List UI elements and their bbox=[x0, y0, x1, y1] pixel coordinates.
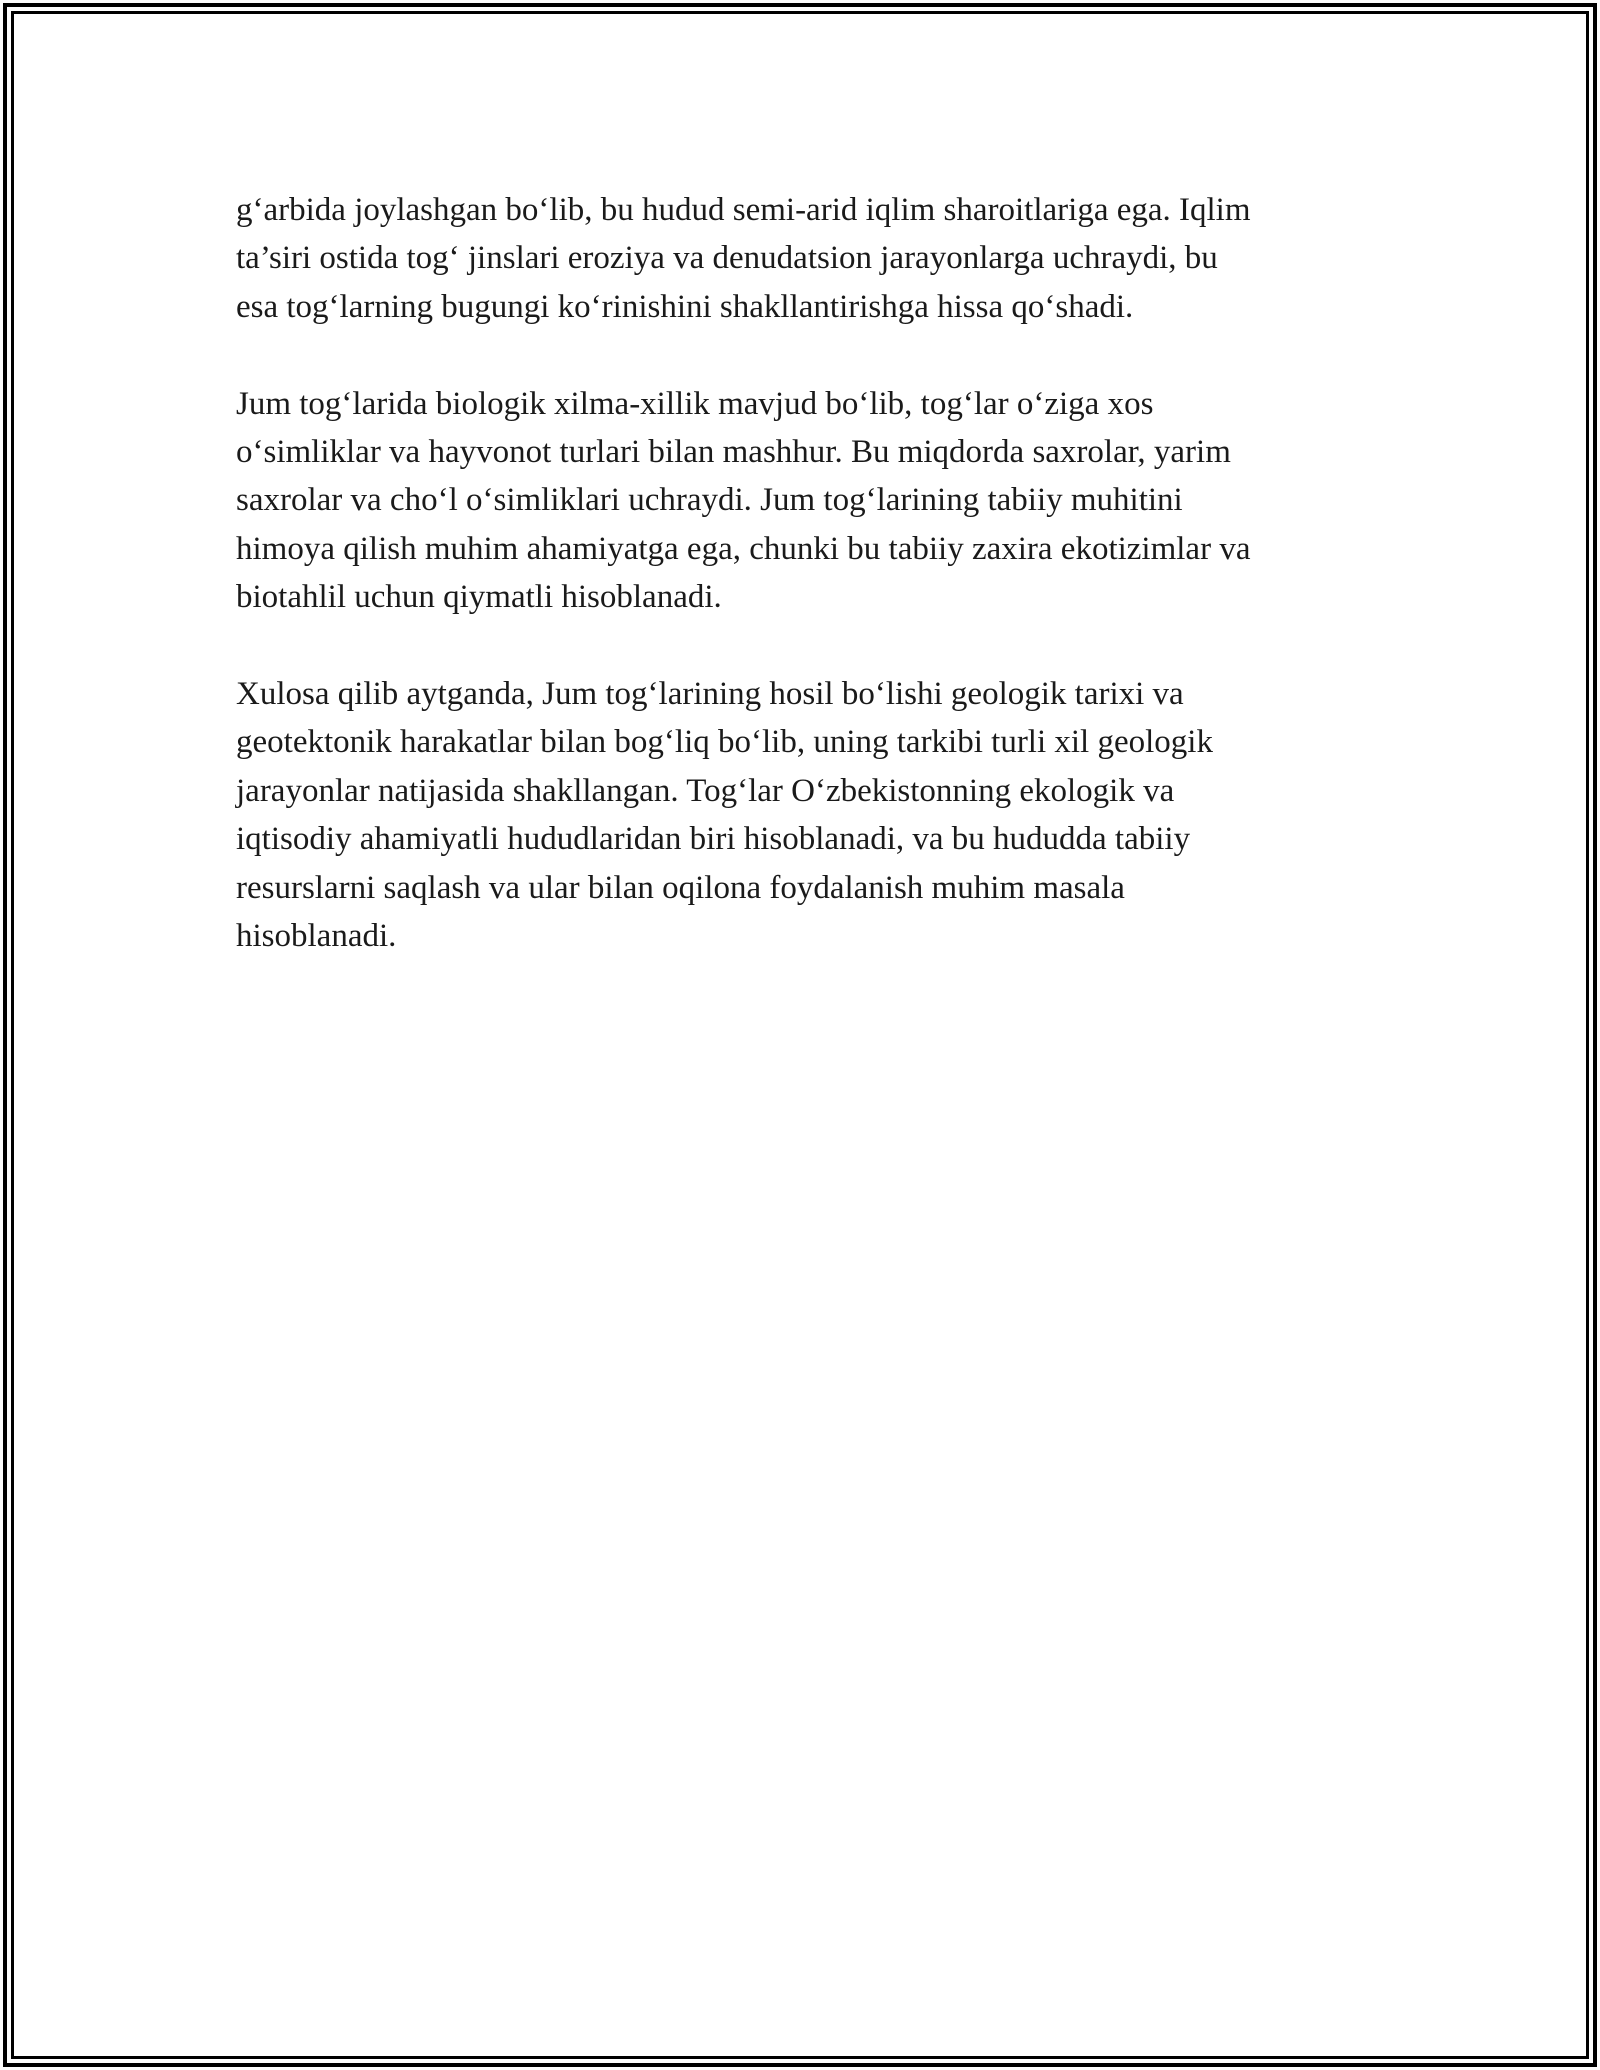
paragraph-2: Jum tog‘larida biologik xilma-xillik mavjud bo‘lib, tog‘lar o‘ziga xos o‘simliklar va hayvonot turlari bilan mashhur. Bu miqdorda saxrolar, yarim saxrolar va cho‘l o‘simliklari uchraydi. Jum tog‘larining tabiiy muhitini himoya qilish muhim ahamiyatga ega, chunki bu tabiiy zaxira ekotizimlar va biotahlil uchun qiymatli hisoblanadi. bbox=[236, 385, 1251, 616]
paragraph-1: g‘arbida joylashgan bo‘lib, bu hudud semi-arid iqlim sharoitlariga ega. Iqlim ta’siri ostida tog‘ jinslari eroziya va denudatsion jarayonlarga uchraydi, bu esa tog‘larning bugungi ko‘rinishini shakllantirishga hissa qo‘shadi. bbox=[236, 192, 1251, 325]
paragraph-3: Xulosa qilib aytganda, Jum tog‘larining hosil bo‘lishi geologik tarixi va geotektonik harakatlar bilan bog‘liq bo‘lib, uning tarkibi turli xil geologik jarayonlar natijasida shakllangan. Tog‘lar O‘zbekistonning ekologik va iqtisodiy ahamiyatli hududlaridan biri hisoblanadi, va bu hududda tabiiy resurslarni saqlash va ular bilan oqilona foydalanish muhim masala hisoblanadi. bbox=[236, 676, 1213, 955]
document-body bbox=[236, 186, 1376, 1009]
